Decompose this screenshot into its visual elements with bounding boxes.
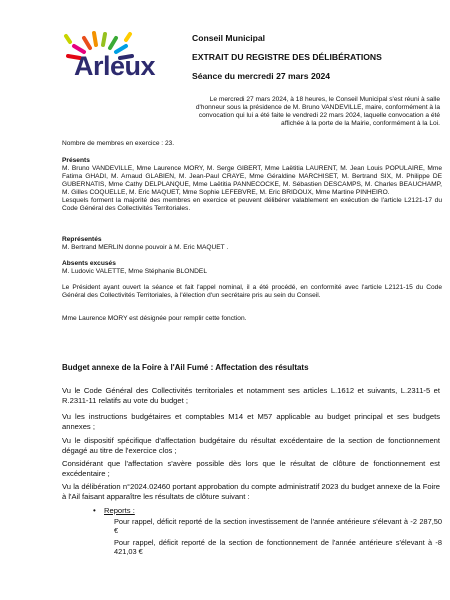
reports-title-text: Reports :	[104, 506, 135, 515]
represented-text: M. Bertrand MERLIN donne pouvoir à M. Eric MAQUET .	[62, 244, 229, 251]
arleux-logo	[60, 30, 170, 90]
absent-text: M. Ludovic VALETTE, Mme Stéphanie BLONDEL	[62, 268, 208, 275]
roll-call-text: Le Président ayant ouvert la séance et fait l'appel nominal, il a été procédé, en conformité avec l'article L2121-15 du Code Général des Collectivités Territoriales, à l'élection d'un secrétaire pris au sein du Conseil.	[62, 284, 442, 299]
paragraph-dispositif: Vu le dispositif spécifique d'affectation budgétaire du résultat excédentaire de la section de fonctionnement dégagé au titre de l'exercice clos ;	[62, 436, 440, 455]
absent-label: Absents excusés	[62, 260, 116, 267]
paragraph-legal-code: Vu le Code Général des Collectivités territoriales et notamment ses articles L.1612 et suivants, L.2311-5 et R.2311-11 relatifs au vote du budget ;	[62, 386, 440, 405]
register-title: EXTRAIT DU REGISTRE DES DÉLIBÉRATIONS	[192, 52, 382, 62]
represented-section	[62, 236, 442, 252]
paragraph-deliberation: Vu la délibération n°2024.02460 portant approbation du compte administratif 2023 du budget annexe de la Foire à l'Ail faisant apparaître les résultats de clôture suivant :	[62, 482, 440, 501]
paragraph-instructions: Vu les instructions budgétaires et comptables M14 et M57 applicable au budget principal et ses budgets annexes ;	[62, 412, 440, 431]
report-operating: Pour rappel, déficit reporté de la section de fonctionnement de l'année antérieure s'élevant à -8 421,03 €	[114, 538, 442, 557]
paragraph-considerant: Considérant que l'affectation s'avère possible dès lors que le résultat de clôture de fonctionnement est excédentaire ;	[62, 459, 440, 478]
presents-list: M. Bruno VANDEVILLE, Mme Laurence MORY, M. Serge GIBERT, Mme Laëtitia LAURENT, M. Jean Louis POPULAIRE, Mme Fatima GHADI, M. Arnaud GLABIEN, M. Jean-Paul CRAYE, Mme Géraldine MARCHISET, M. Bertrand SIX, M. Philippe DE GUBERNATIS, Mme Cathy DELPLANQUE, Mme Laëtitia PANNECOCKE, M. Sébastien DESCAMPS, M. Charles BEAUCHAMP, M. Gilles COQUELLE, M. Eric MAQUET, Mme Sophie LEFEBVRE, M. Eric BRIDOUX, Mme Martine PINHEIRO.	[62, 165, 442, 196]
intro-paragraph: Le mercredi 27 mars 2024, à 18 heures, le Conseil Municipal s'est réuni à salle d'honneur sous la présidence de M. Bruno VANDEVILLE, maire, conformément à la convocation qui lui a été faite le vendredi 22 mars 2024, laquelle convocation a été affichée à la porte de la Mairie, conformément à la Loi.	[195, 96, 440, 127]
represented-label: Représentés	[62, 236, 102, 243]
section-title: Budget annexe de la Foire à l'Ail Fumé : Affectation des résultats	[62, 363, 309, 372]
secretary-text: Mme Laurence MORY est désignée pour remplir cette fonction.	[62, 315, 247, 322]
logo-text: Arleux	[74, 51, 156, 81]
reports-title	[104, 506, 135, 515]
report-investment: Pour rappel, déficit reporté de la section investissement de l'année antérieure s'élevant à -2 287,50 €	[114, 517, 442, 536]
majority-text: Lesquels forment la majorité des membres en exercice et peuvent délibérer valablement en exécution de l'article L2121-17 du Code Général des Collectivités Territoriales.	[62, 197, 442, 212]
reports-bullet: •	[93, 506, 96, 515]
members-count: Nombre de membres en exercice : 23.	[62, 140, 175, 147]
presents-section	[62, 157, 442, 213]
council-title: Conseil Municipal	[192, 33, 266, 43]
session-date: Séance du mercredi 27 mars 2024	[192, 71, 331, 81]
absent-section	[62, 260, 442, 276]
presents-label: Présents	[62, 157, 90, 164]
